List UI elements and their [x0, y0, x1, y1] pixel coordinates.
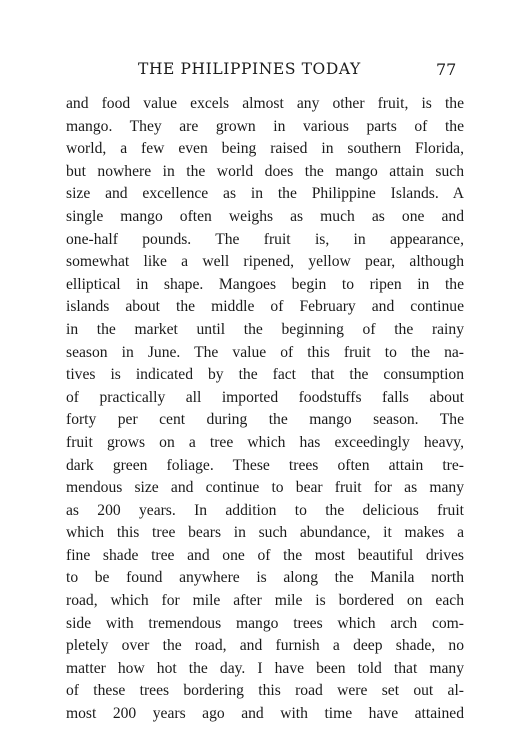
text-line: islands about the middle of February and continue — [66, 298, 464, 316]
text-line: of practically all imported foodstuffs falls about — [66, 388, 464, 406]
text-line: size and excellence as in the Philippine Islands. A — [66, 185, 464, 203]
text-line: single mango often weighs as much as one and — [66, 207, 464, 225]
body-text — [66, 93, 464, 726]
text-line: world, a few even being raised in southern Florida, — [66, 140, 464, 158]
text-line: elliptical in shape. Mangoes begin to ripen in the — [66, 275, 464, 293]
text-line: most 200 years ago and with time have attained — [66, 705, 464, 723]
text-line: mendous size and continue to bear fruit for as many — [66, 479, 464, 497]
text-line: forty per cent during the mango season. The — [66, 411, 464, 429]
text-line: and food value excels almost any other fruit, is the — [66, 95, 464, 112]
text-line: to be found anywhere is along the Manila north — [66, 569, 464, 587]
running-head — [0, 60, 528, 84]
text-line: somewhat like a well ripened, yellow pear, although — [66, 253, 464, 271]
text-line: side with tremendous mango trees which arch com- — [66, 614, 464, 632]
text-line: season in June. The value of this fruit to the na- — [66, 343, 464, 361]
text-line: matter how hot the day. I have been told that many — [66, 659, 464, 677]
running-title: THE PHILIPPINES TODAY — [138, 60, 361, 78]
text-line: but nowhere in the world does the mango attain such — [66, 162, 464, 180]
text-line: dark green foliage. These trees often attain tre- — [66, 456, 464, 474]
text-line: one-half pounds. The fruit is, in appearance, — [66, 230, 464, 248]
text-line: road, which for mile after mile is bordered on each — [66, 592, 464, 610]
text-line: in the market until the beginning of the rainy — [66, 320, 464, 338]
text-line: mango. They are grown in various parts of the — [66, 117, 464, 135]
text-line: fruit grows on a tree which has exceedingly heavy, — [66, 433, 464, 451]
text-line: which this tree bears in such abundance, it makes a — [66, 524, 464, 542]
text-line: tives is indicated by the fact that the consumption — [66, 366, 464, 384]
text-line: pletely over the road, and furnish a deep shade, no — [66, 637, 464, 655]
text-line: fine shade tree and one of the most beautiful drives — [66, 546, 464, 564]
text-line: of these trees bordering this road were set out al- — [66, 682, 464, 700]
page-number: 77 — [436, 60, 457, 79]
text-line: as 200 years. In addition to the delicious fruit — [66, 501, 464, 519]
